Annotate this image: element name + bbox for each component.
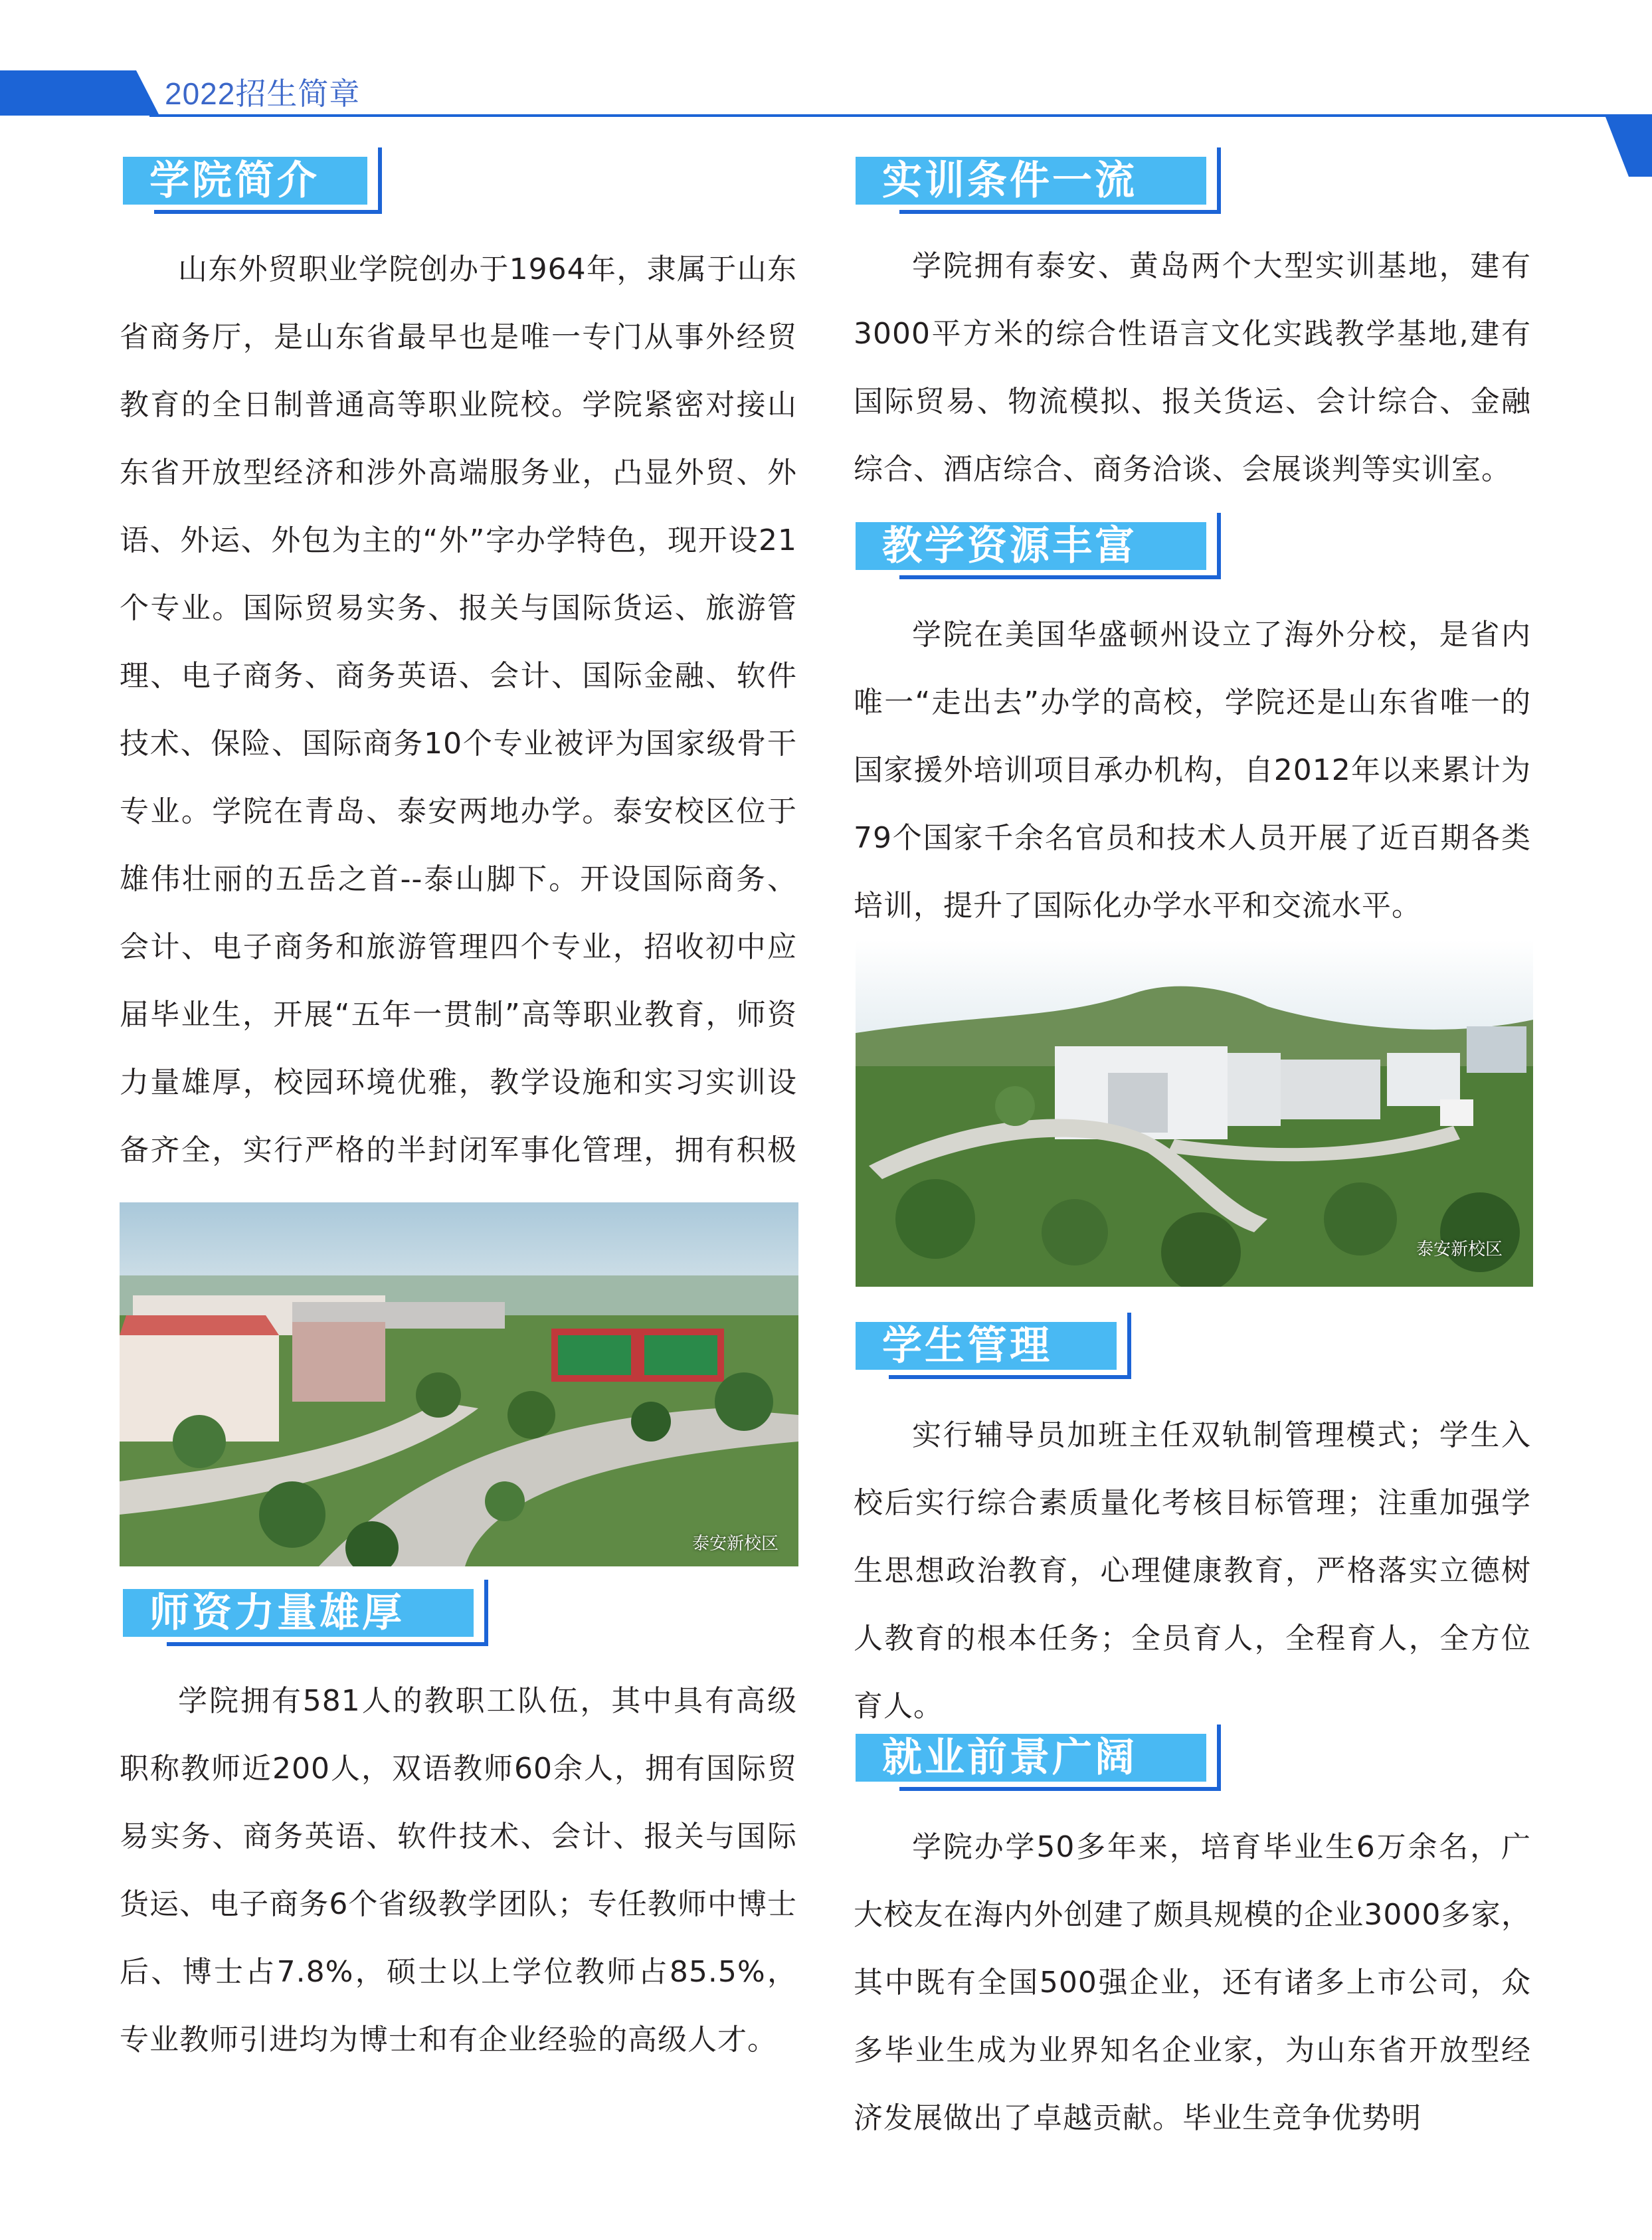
section-heading-students [856, 1317, 1131, 1379]
page-header [0, 70, 1652, 117]
header-rule [149, 114, 1652, 117]
photo-caption: 泰安新校区 [691, 1534, 779, 1554]
heading-text: 教学资源丰富 [882, 523, 1137, 569]
heading-text: 就业前景广阔 [882, 1734, 1137, 1781]
students-paragraph: 实行辅导员加班主任双轨制管理模式；学生入校后实行综合素质量化考核目标管理；注重加强学生思想政治教育，心理健康教育，严格落实立德树人教育的根本任务；全员育人，全程育人，全方位育人。 [854, 1418, 1531, 1723]
section-heading-intro [123, 151, 382, 214]
heading-text: 学院简介 [149, 157, 320, 204]
heading-text: 师资力量雄厚 [149, 1590, 405, 1636]
campus-photo-left [120, 1202, 798, 1566]
faculty-paragraph: 学院拥有581人的教职工队伍，其中具有高级职称教师近200人，双语教师60余人，拥有国际贸易实务、商务英语、软件技术、会计、报关与国际货运、电子商务6个省级教学团队；专任教师中博士后、博士占7.8%，硕士以上学位教师占85.5%，专业教师引进均为博士和有企业经验的高级人才。 [120, 1684, 797, 2057]
employment-paragraph: 学院办学50多年来，培育毕业生6万余名，广大校友在海内外创建了颇具规模的企业3000多家，其中既有全国500强企业，还有诸多上市公司，众多毕业生成为业界知名企业家，为山东省开放型经济发展做出了卓越贡献。毕业生竞争优势明 [854, 1830, 1531, 2135]
intro-paragraph: 山东外贸职业学院创办于1964年，隶属于山东省商务厅，是山东省最早也是唯一专门从事外经贸教育的全日制普通高等职业院校。学院紧密对接山东省开放型经济和涉外高端服务业，凸显外贸、外语、外运、外包为主的“外”字办学特色，现开设21个专业。国际贸易实务、报关与国际货运、旅游管理、电子商务、商务英语、会计、国际金融、软件技术、保险、国际商务10个专业被评为国家级骨干专业。学院在青岛、泰安两地办学。泰安校区位于雄伟壮丽的五岳之首--泰山脚下。开设国际商务、会计、电子商务和旅游管理四个专业，招收初中应届毕业生，开展“五年一贯制”高等职业教育，师资力量雄厚，校园环境优雅，教学设施和实习实训设备齐全，实行严格的半封闭军事化管理，拥有积极 [120, 252, 797, 1167]
photo-caption: 泰安新校区 [1416, 1240, 1503, 1260]
header-tab [0, 70, 159, 116]
section-heading-training [856, 151, 1221, 214]
resources-paragraph: 学院在美国华盛顿州设立了海外分校，是省内唯一“走出去”办学的高校，学院还是山东省唯一的国家援外培训项目承办机构，自2012年以来累计为79个国家千余名官员和技术人员开展了近百期各类培训，提升了国际化办学水平和交流水平。 [854, 618, 1531, 923]
section-heading-resources [856, 517, 1221, 579]
brochure-title: 2022招生简章 [165, 76, 361, 111]
campus-photo-right [856, 940, 1533, 1287]
heading-text: 学生管理 [882, 1323, 1052, 1369]
heading-text: 实训条件一流 [882, 157, 1137, 204]
section-heading-employment [856, 1728, 1221, 1791]
training-paragraph: 学院拥有泰安、黄岛两个大型实训基地，建有3000平方米的综合性语言文化实践教学基地,建有国际贸易、物流模拟、报关货运、会计综合、金融综合、酒店综合、商务洽谈、会展谈判等实训室。 [854, 249, 1531, 486]
section-heading-faculty [123, 1584, 488, 1646]
header-corner-block [1606, 117, 1652, 177]
